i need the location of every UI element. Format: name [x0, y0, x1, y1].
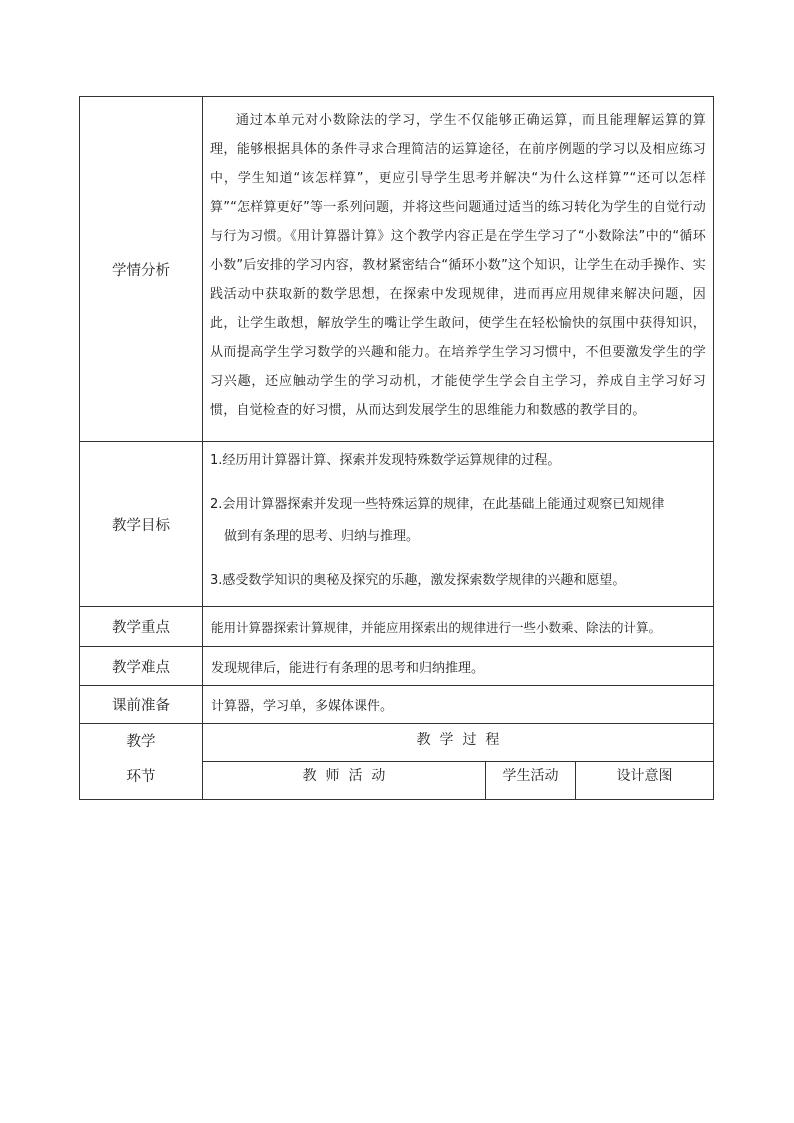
preparation-content: 计算器，学习单，多媒体课件。: [211, 699, 394, 714]
goal-item-2: 2.会用计算器探索并发现一些特殊运算的规律，在此基础上能通过观察已知规律: [210, 497, 665, 512]
student-activity-header: 学生活动: [502, 768, 559, 784]
teacher-activity-header: 教 师 活 动: [302, 768, 386, 784]
goal-item-2-continued: 做到有条理的思考、归纳与推理。: [224, 529, 420, 544]
stage-label-line-2: 环节: [126, 768, 156, 785]
table-border-bottom: [79, 799, 714, 800]
goals-label-text: 教学目标: [112, 517, 170, 534]
difficulties-label: [80, 647, 202, 685]
analysis-label-text: 学情分析: [112, 262, 170, 279]
goals-label: [80, 442, 202, 606]
analysis-content: 通过本单元对小数除法的学习，学生不仅能够正确运算，而且能理解运算的算理，能够根据具体的条件寻求合理简洁的运算途径，在前序例题的学习以及相应练习中，学生知道“该怎样算”，更应引导学生思考并解决“为什么这样算”“还可以怎样算”“怎样算更好”等一系列问题，并将这些问题通过适当的练习转化为学生的自觉行动与行为习惯。《用计算器计算》这个教学内容正是在学生学习了“小数除法”中的“循环小数”后安排的学习内容，教材紧密结合“循环小数”这个知识，让学生在动手操作、实践活动中获取新的数学思想，在探索中发现规律，进而再应用规律来解决问题，因此，让学生敢想，解放学生的嘴让学生敢问，使学生在轻松愉快的氛围中获得知识，从而提高学生学习数学的兴趣和能力。在培养学生学习习惯中，不但要激发学生的学习兴趣，还应触动学生的学习动机，才能使学生学会自主学习，养成自主学习好习惯，自觉检查的好习惯，从而达到发展学生的思维能力和数感的教学目的。: [210, 113, 707, 418]
key-points-content: 能用计算器探索计算规律，并能应用探索出的规律进行一些小数乘、除法的计算。: [211, 619, 662, 635]
stage-label-line-1: 教学: [126, 733, 156, 750]
preparation-label: [80, 686, 202, 723]
preparation-label-text: 课前准备: [112, 698, 170, 714]
table-border-right: [713, 96, 714, 800]
key-points-label-text: 教学重点: [112, 620, 170, 636]
difficulties-label-text: 教学难点: [112, 659, 170, 676]
analysis-label: [80, 97, 202, 441]
key-points-label: [80, 607, 202, 646]
design-intent-header: 设计意图: [616, 768, 673, 784]
process-header: 教 学 过 程: [416, 732, 500, 748]
goal-item-3: 3.感受数学知识的奥秘及探究的乐趣，激发探索数学规律的兴趣和愿望。: [210, 573, 626, 588]
goal-item-1: 1.经历用计算器计算、探索并发现特殊数学运算规律的过程。: [210, 453, 561, 468]
difficulties-content: 发现规律后，能进行有条理的思考和归纳推理。: [211, 660, 485, 676]
